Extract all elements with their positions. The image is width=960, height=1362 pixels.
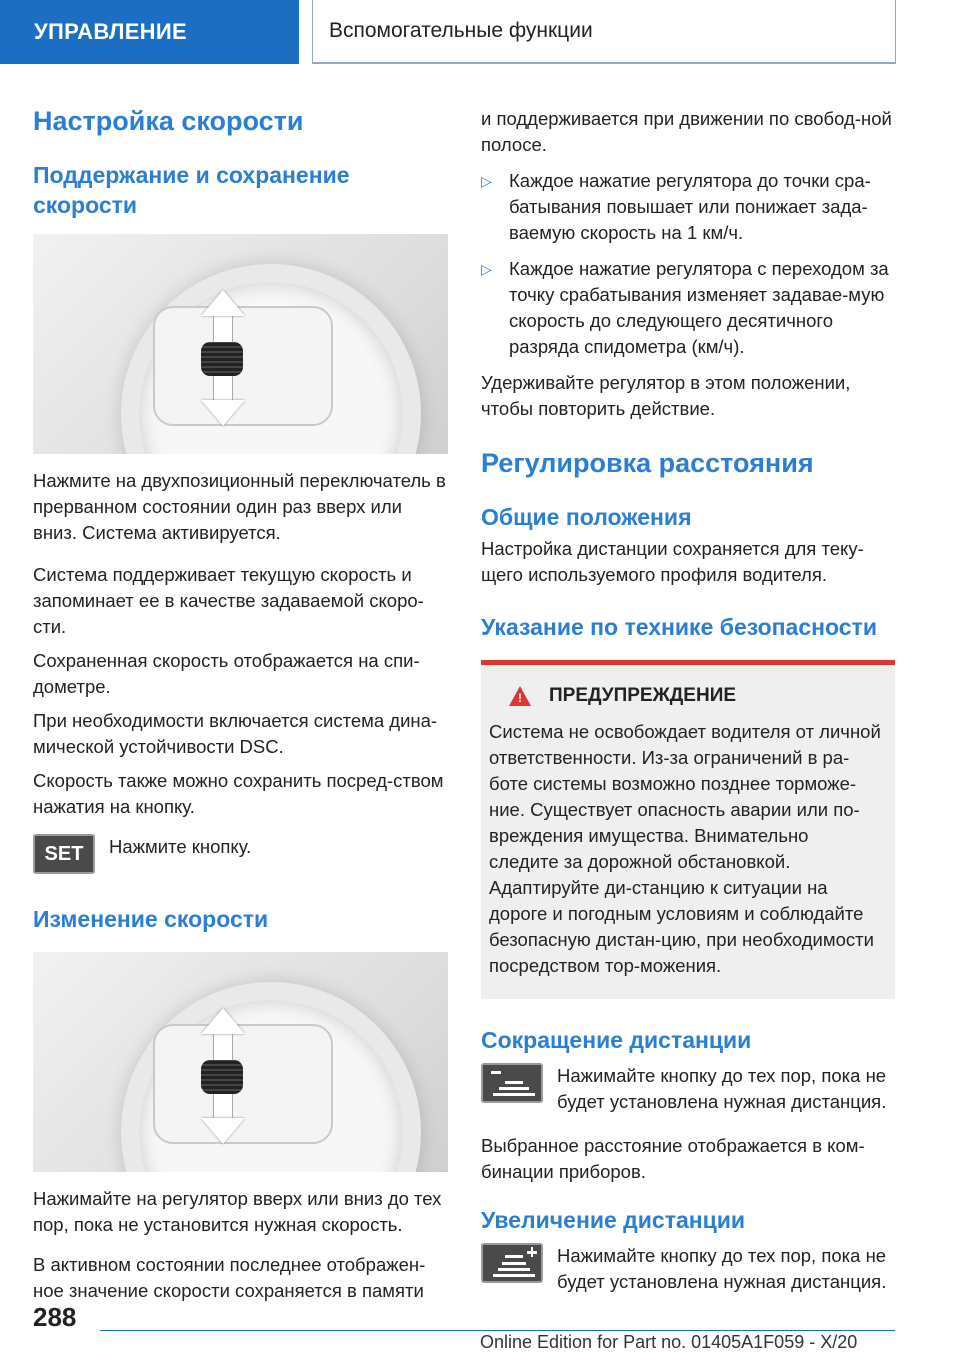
bullet-text: Каждое нажатие регулятора до точки сра-батывания повышает или понижает зада-ваемую скорость на 1 км/ч. [509,170,871,243]
paragraph-active-state: В активном состоянии последнее отображен-ное значение скорости сохраняется в памяти [33,1254,426,1301]
paragraph-save-button: Скорость также можно сохранить посред-ством нажатия на кнопку. [33,770,444,817]
set-instruction [33,834,448,874]
warning-title: ПРЕДУПРЕЖДЕНИЕ [549,685,737,706]
warning-header [489,685,883,707]
distance-plus-icon [481,1243,543,1283]
warning-box [481,660,895,999]
increase-instruction-text: Нажимайте кнопку до тех пор, пока не будет установлена нужная дистанция. [557,1245,887,1292]
left-column [33,100,448,1304]
rocker-switch [201,1060,243,1094]
arrow-down-icon [201,400,245,426]
bullet-triangle-icon: ▷ [481,261,492,277]
footer-divider [100,1330,895,1331]
set-instruction-text: Нажмите кнопку. [109,836,252,857]
paragraph-system-keeps: Система поддерживает текущую скорость и запоминает ее в качестве задаваемой скоро-сти. [33,564,424,637]
heading-distance-adjust: Регулировка расстояния [481,448,814,478]
increase-instruction [481,1243,895,1295]
set-button-icon: SET [33,834,95,874]
heading-keep-speed: Поддержание и сохранение скорости [33,162,350,218]
heading-safety: Указание по технике безопасности [481,614,877,640]
paragraph-saved-speed: Сохраненная скорость отображается на спи-дометре. [33,650,420,697]
paragraph-general: Настройка дистанции сохраняется для теку-щего используемого профиля водителя. [481,538,864,585]
heading-change-speed: Изменение скорости [33,906,269,932]
bullet-text: Каждое нажатие регулятора с переходом за точку срабатывания изменяет задавае-мую скорость до следующего десятичного разряда спидометра (км/ч). [509,258,889,357]
reduce-instruction-text: Нажимайте кнопку до тех пор, пока не будет установлена нужная дистанция. [557,1065,887,1112]
heading-reduce-distance: Сокращение дистанции [481,1027,752,1053]
heading-increase-distance: Увеличение дистанции [481,1207,746,1233]
paragraph-continued: и поддерживается при движении по свобод-ной полосе. [481,108,892,155]
section-tab: УПРАВЛЕНИЕ [0,0,299,64]
heading-general: Общие положения [481,504,692,530]
bullet-triangle-icon: ▷ [481,173,492,189]
page-number: 288 [33,1302,77,1332]
paragraph-press-regulator: Нажимайте на регулятор вверх или вниз до тех пор, пока не установится нужная скорость. [33,1188,442,1235]
heading-speed-setting: Настройка скорости [33,106,304,136]
arrow-up-icon [201,1008,245,1034]
warning-text: Система не освобождает водителя от личной ответственности. Из-за ограничений в ра-боте системы возможно позднее торможе-ние. Существует опасность аварии или по-вреждения имущества. Внимательно следите за дорожной обстановкой. Адаптируйте ди-станцию к ситуации на дороге и погодным условиям и соблюдайте безопасную дистан-цию, при необходимости посредством тор-можения. [489,721,881,976]
footer-edition: Online Edition for Part no. 01405A1F059 - X/20 [480,1332,858,1352]
steering-wheel-photo-1 [33,234,448,454]
distance-minus-icon [481,1063,543,1103]
page-header [0,0,960,66]
chapter-tab: Вспомогательные функции [312,0,896,64]
paragraph-hold: Удерживайте регулятор в этом положении, чтобы повторить действие. [481,372,851,419]
steering-wheel-photo-2 [33,952,448,1172]
list-item [481,256,895,360]
arrow-up-icon [201,290,245,316]
warning-triangle-icon: ! [509,686,531,706]
rocker-switch [201,342,243,376]
paragraph-selected-distance: Выбранное расстояние отображается в ком-бинации приборов. [481,1135,865,1182]
right-column [481,106,895,1295]
arrow-down-icon [201,1118,245,1144]
paragraph-dsc: При необходимости включается система дина-мической устойчивости DSC. [33,710,438,757]
list-item [481,168,895,246]
paragraph-activate: Нажмите на двухпозиционный переключатель в прерванном состоянии один раз вверх или вниз. Система активируется. [33,470,446,543]
reduce-instruction [481,1063,895,1115]
